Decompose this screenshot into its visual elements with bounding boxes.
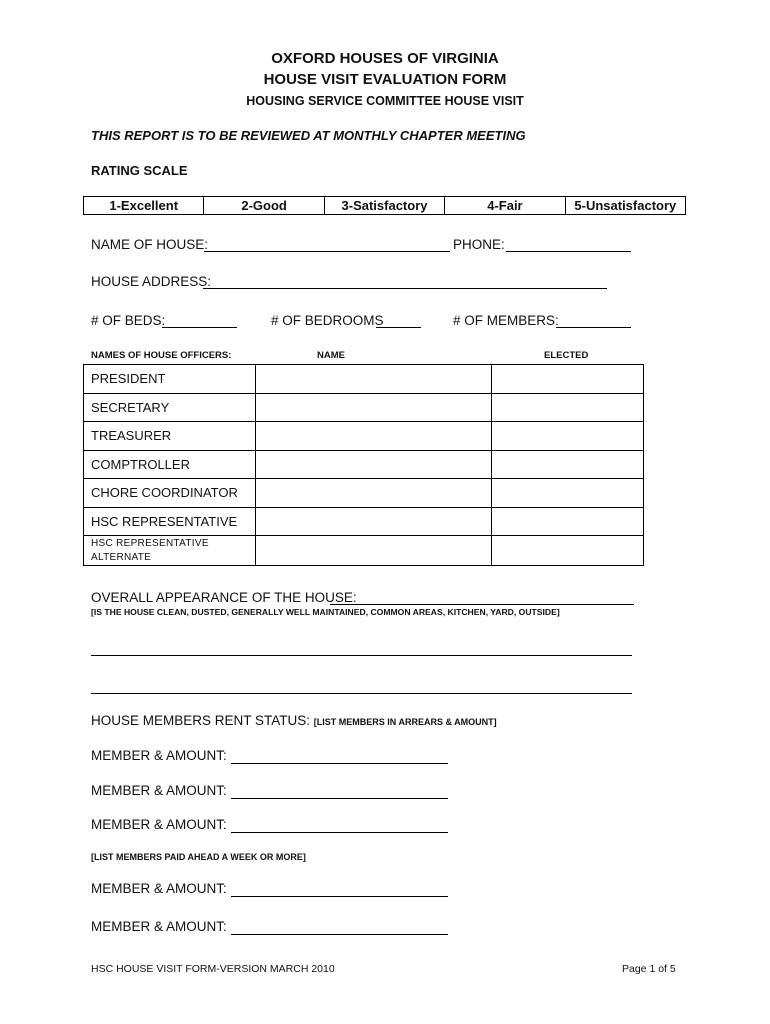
table-row: [84, 450, 644, 479]
member-amount-label: MEMBER & AMOUNT:: [91, 783, 227, 798]
appearance-field[interactable]: [330, 604, 634, 605]
officers-elected-header: ELECTED: [544, 350, 589, 361]
member-amount-field[interactable]: [231, 832, 448, 833]
form-title-org: OXFORD HOUSES OF VIRGINIA: [271, 50, 499, 67]
officer-role: TREASURER: [84, 422, 256, 451]
member-amount-label: MEMBER & AMOUNT:: [91, 881, 227, 896]
officer-name-cell[interactable]: [256, 536, 492, 566]
officer-name-cell[interactable]: [256, 422, 492, 451]
footer-version: HSC HOUSE VISIT FORM-VERSION MARCH 2010: [91, 963, 335, 975]
rating-excellent: 1-Excellent: [84, 197, 204, 214]
form-title: HOUSE VISIT EVALUATION FORM: [263, 71, 507, 88]
officer-name-cell[interactable]: [256, 450, 492, 479]
appearance-hint: [IS THE HOUSE CLEAN, DUSTED, GENERALLY WELL MAINTAINED, COMMON AREAS, KITCHEN, YARD, OUTSIDE]: [91, 607, 560, 617]
beds-label: # OF BEDS:: [91, 313, 166, 328]
officer-role: COMPTROLLER: [84, 450, 256, 479]
rating-fair: 4-Fair: [445, 197, 565, 214]
officer-elected-cell[interactable]: [492, 479, 644, 508]
house-address-field[interactable]: [203, 288, 607, 289]
officer-elected-cell[interactable]: [492, 536, 644, 566]
rating-scale: [83, 196, 686, 215]
paid-ahead-hint: [LIST MEMBERS PAID AHEAD A WEEK OR MORE]: [91, 852, 306, 862]
members-field[interactable]: [556, 327, 631, 328]
officer-elected-cell[interactable]: [492, 507, 644, 536]
rating-satisfactory: 3-Satisfactory: [325, 197, 445, 214]
rent-status-label: [91, 713, 497, 728]
member-amount-label: MEMBER & AMOUNT:: [91, 817, 227, 832]
rating-unsatisfactory: 5-Unsatisfactory: [574, 198, 677, 213]
table-row: [84, 479, 644, 508]
officers-table: [83, 364, 644, 566]
table-row: [84, 536, 644, 566]
table-row: [84, 507, 644, 536]
officer-name-cell[interactable]: [256, 365, 492, 394]
member-amount-field[interactable]: [231, 896, 448, 897]
officers-name-header: NAME: [317, 350, 345, 361]
bedrooms-field[interactable]: [376, 327, 421, 328]
table-row: [84, 422, 644, 451]
officer-elected-cell[interactable]: [492, 450, 644, 479]
officer-name-cell[interactable]: [256, 479, 492, 508]
beds-field[interactable]: [162, 327, 237, 328]
officer-role-alternate: [84, 536, 256, 566]
officer-role: HSC REPRESENTATIVE: [84, 507, 256, 536]
officer-name-cell[interactable]: [256, 507, 492, 536]
appearance-label: OVERALL APPEARANCE OF THE HOUSE:: [91, 590, 357, 605]
phone-label: PHONE:: [453, 237, 505, 252]
house-address-label: HOUSE ADDRESS:: [91, 274, 212, 289]
rating-good: 2-Good: [204, 197, 324, 214]
officer-name-cell[interactable]: [256, 393, 492, 422]
officer-role: CHORE COORDINATOR: [84, 479, 256, 508]
table-row: [84, 393, 644, 422]
members-label: # OF MEMBERS:: [453, 313, 559, 328]
officer-elected-cell[interactable]: [492, 393, 644, 422]
phone-field[interactable]: [506, 251, 631, 252]
rent-status-text: HOUSE MEMBERS RENT STATUS:: [91, 713, 311, 728]
member-amount-field[interactable]: [231, 934, 448, 935]
officer-role: SECRETARY: [84, 393, 256, 422]
appearance-line-2[interactable]: [91, 655, 632, 656]
table-row: [84, 365, 644, 394]
rent-status-hint: [LIST MEMBERS IN ARREARS & AMOUNT]: [313, 717, 497, 727]
officer-elected-cell[interactable]: [492, 422, 644, 451]
member-amount-field[interactable]: [231, 763, 448, 764]
form-subtitle: HOUSING SERVICE COMMITTEE HOUSE VISIT: [246, 94, 524, 108]
bedrooms-label: # OF BEDROOMS: [271, 313, 384, 328]
alternate-line2: ALTERNATE: [91, 551, 152, 563]
appearance-line-3[interactable]: [91, 693, 632, 694]
name-of-house-field[interactable]: [204, 251, 450, 252]
member-amount-label: MEMBER & AMOUNT:: [91, 748, 227, 763]
name-of-house-label: NAME OF HOUSE:: [91, 237, 209, 252]
review-notice: THIS REPORT IS TO BE REVIEWED AT MONTHLY CHAPTER MEETING: [91, 128, 526, 143]
rating-scale-label: RATING SCALE: [91, 163, 188, 178]
member-amount-field[interactable]: [231, 798, 448, 799]
member-amount-label: MEMBER & AMOUNT:: [91, 919, 227, 934]
officer-role: PRESIDENT: [84, 365, 256, 394]
alternate-line1: HSC REPRESENTATIVE: [91, 537, 209, 549]
officers-label: NAMES OF HOUSE OFFICERS:: [91, 350, 232, 361]
officer-elected-cell[interactable]: [492, 365, 644, 394]
page-number: Page 1 of 5: [622, 963, 676, 975]
